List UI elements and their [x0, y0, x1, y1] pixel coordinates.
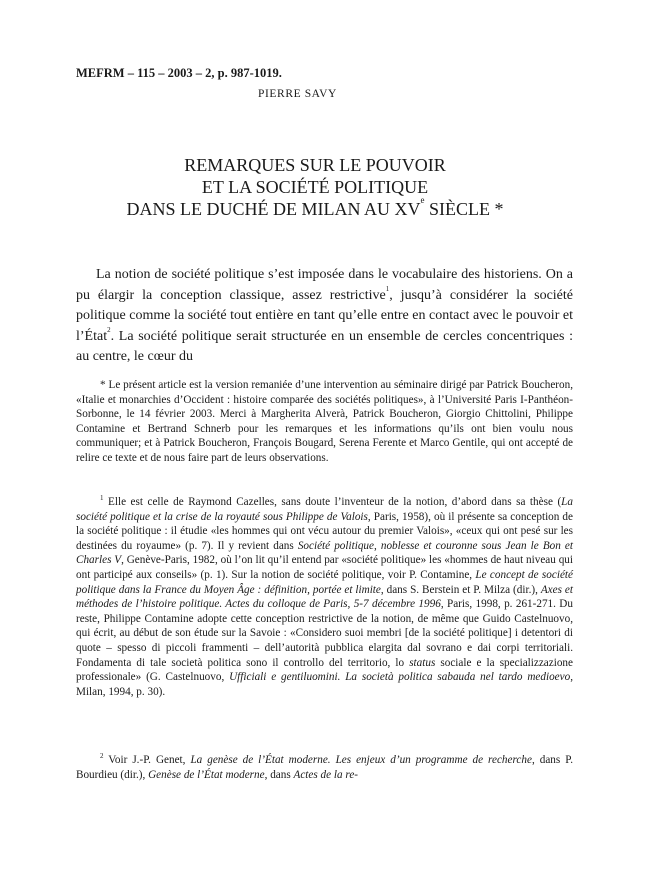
footnote-ref-1[interactable]: 1 [385, 284, 390, 293]
article-title [60, 154, 570, 220]
title-line-2: ET LA SOCIÉTÉ POLITIQUE [201, 177, 429, 197]
footnote-text: , Genève-Paris, 1982, où l’on lit qu’il entend par «société politique» les «hommes de haut niveau qui ont participé aux conseils» (p. 1). Sur la notion de société politique, voir P. Contamine, [76, 554, 573, 581]
title-line-3-end: SIÈCLE [424, 199, 490, 219]
footnote-italic-title: Axes et méthodes de l’histoire politique. Actes du colloque de Paris, 5-7 décembre 1996 [76, 583, 573, 611]
footnote-text: , dans [264, 768, 294, 781]
footnote-text: Elle est celle de Raymond Cazelles, sans doute l’inventeur de la notion, d’abord dans sa thèse ( [103, 496, 562, 508]
title-century-superscript: e [420, 195, 425, 205]
footnote-text: , dans P. Bourdieu (dir.), [76, 754, 573, 781]
footnote-italic-title: Genèse de l’État moderne [148, 768, 265, 781]
footnote-italic-title: Ufficiali e gentiluomini. La società politica sabauda nel tardo medioevo [229, 671, 571, 684]
footnote-text: , Paris, 1998, p. 261-271. Du reste, Philippe Contamine adopte cette conception restrictive de la notion, de même que Guido Castelnuovo, qui écrit, au début de son étude sur la Savoie : «Considero suoi membri [de la société politique] i detentori di quote – spesso di piccoli frammenti – dell’autorità pubblica elargita dal sovrano e dai corpi territoriali. Fondamenta di tale società politica sono il controllo del territorio, lo [76, 598, 573, 669]
author-name: PIERRE SAVY [258, 88, 337, 100]
footnote-1-number: 1 [100, 494, 104, 502]
footnote-italic-title: La genèse de l’État moderne. Les enjeux d’un programme de recherche [190, 754, 532, 766]
footnote-text: , Paris, 1958), où il présente sa conception de la société politique : il étudie «les hommes qui ont vécu autour du premier Valois», «ceux qui ont pesé sur les destinées du royaume» (p. 7). Il y revient dans [76, 510, 573, 552]
body-text-segment: , jusqu’à considérer la société politique comme la société tout entière en tant qu’elle entre en contact avec le pouvoir et l’État [76, 287, 573, 344]
footnote-2-number: 2 [100, 752, 104, 760]
footnote-star-text: * Le présent article est la version remaniée d’une intervention au séminaire dirigé par Patrick Boucheron, «Italie et monarchies d’Occident : histoire comparée des sociétés politiques», à l’Université Paris I-Panthéon-Sorbonne, le 14 février 2003. Merci à Margherita Alverà, Patrick Boucheron, Giorgio Chittolini, Philippe Contamine et Bertrand Schnerb pour les remarques et les informations qu’ils ont bien voulu nous communiquer; et à Patrick Boucheron, François Bougard, Serena Ferente et Marco Gentile, qui ont accepté de relire ce texte et de nous faire part de leurs observations. [76, 379, 573, 464]
title-line-3-text: DANS LE DUCHÉ DE MILAN AU XV [126, 199, 421, 219]
body-text-segment: . La société politique serait structurée en un ensemble de cercles concentriques : au centre, le cœur du [76, 328, 573, 364]
footnote-text: , Milan, 1994, p. 30). [76, 671, 573, 698]
title-footnote-marker: * [490, 199, 504, 219]
journal-reference: MEFRM – 115 – 2003 – 2, p. 987-1019. [76, 66, 282, 80]
body-paragraph [76, 265, 573, 368]
footnote-italic-title: Société politique, noblesse et couronne sous Jean le Bon et Charles V [76, 539, 573, 567]
footnote-2 [76, 753, 573, 782]
footnote-ref-2[interactable]: 2 [107, 325, 111, 334]
footnote-italic-title: Le concept de société politique dans la France du Moyen Âge : définition, portée et limite [76, 568, 573, 596]
footnote-text: , dans S. Berstein et P. Milza (dir.), [380, 583, 541, 596]
footnote-italic-title: La société politique et la crise de la royauté sous Philippe de Valois [76, 496, 573, 523]
footnote-text: sociale e la specializzazione professionale» (G. Castelnuovo, [76, 656, 573, 684]
footnote-1 [76, 495, 573, 699]
footnote-italic-title: Actes de la re- [293, 768, 359, 781]
body-text-segment: La notion de société politique s’est imposée dans le vocabulaire des historiens. On a pu élargir la conception classique, assez restrictive [76, 267, 573, 303]
footnote-star [76, 378, 573, 466]
footnote-italic-word: status [409, 656, 436, 669]
footnote-text: Voir J.-P. Genet, [103, 754, 191, 766]
title-line-3 [60, 195, 570, 220]
title-line-1: REMARQUES SUR LE POUVOIR [184, 155, 446, 175]
